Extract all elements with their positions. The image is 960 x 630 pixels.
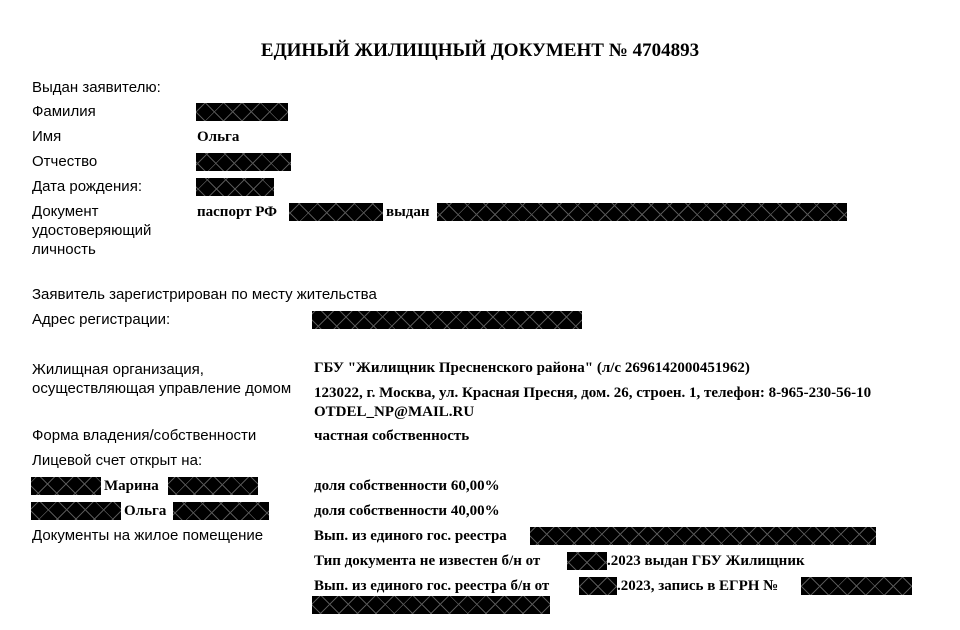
redacted-owner1-patronymic	[168, 477, 258, 495]
redacted-doc2-date	[567, 552, 607, 570]
housing-org-label-2: осуществляющая управление домом	[32, 380, 292, 397]
redacted-owner2-patronymic	[173, 502, 269, 520]
passport-prefix: паспорт РФ	[197, 204, 277, 220]
issued-to-label: Выдан заявителю:	[32, 79, 161, 96]
doc3-text-b: .2023, запись в ЕГРН №	[617, 578, 779, 594]
id-document-label-1: Документ	[32, 203, 99, 220]
name-value: Ольга	[197, 129, 240, 145]
org-email: OTDEL_NP@MAIL.RU	[314, 404, 475, 420]
surname-label: Фамилия	[32, 103, 96, 120]
ownership-form-value: частная собственность	[314, 428, 470, 444]
redacted-passport-issuer	[437, 203, 847, 221]
redacted-patronymic	[196, 153, 291, 171]
redacted-doc3-egrn-number	[801, 577, 912, 595]
housing-org-label-1: Жилищная организация,	[32, 361, 204, 378]
redacted-surname	[196, 103, 288, 121]
redacted-doc3-date	[579, 577, 617, 595]
org-name: ГБУ "Жилищник Пресненского района" (л/с 2696142000451962)	[314, 360, 750, 376]
birth-date-label: Дата рождения:	[32, 178, 142, 195]
redacted-address	[312, 311, 582, 329]
patronymic-label: Отчество	[32, 153, 98, 170]
document-title: ЕДИНЫЙ ЖИЛИЩНЫЙ ДОКУМЕНТ № 4704893	[260, 40, 700, 61]
redacted-doc3-egrn-continued	[312, 596, 550, 614]
owner2-name: Ольга	[124, 503, 167, 519]
id-document-label-2: удостоверяющий	[32, 222, 152, 239]
doc2-text-a: Тип документа не известен б/н от	[314, 553, 541, 569]
redacted-passport-number	[289, 203, 383, 221]
doc3-text-a: Вып. из единого гос. реестра б/н от	[314, 578, 550, 594]
owner1-name: Марина	[104, 478, 159, 494]
account-opened-label: Лицевой счет открыт на:	[32, 452, 203, 469]
registered-label: Заявитель зарегистрирован по месту жительства	[32, 286, 377, 303]
ownership-form-label: Форма владения/собственности	[32, 427, 257, 444]
org-address: 123022, г. Москва, ул. Красная Пресня, дом. 26, строен. 1, телефон: 8-965-230-56-10	[314, 385, 872, 401]
passport-issued: выдан	[386, 204, 430, 220]
redacted-owner1-surname	[31, 477, 101, 495]
documents-label: Документы на жилое помещение	[32, 527, 264, 544]
id-document-label-3: личность	[32, 241, 96, 258]
redacted-birth-date	[196, 178, 274, 196]
redacted-owner2-surname	[31, 502, 121, 520]
doc1-text: Вып. из единого гос. реестра	[314, 528, 507, 544]
address-label: Адрес регистрации:	[32, 311, 171, 328]
owner1-share: доля собственности 60,00%	[314, 478, 500, 494]
name-label: Имя	[32, 128, 62, 145]
redacted-doc1-number	[530, 527, 876, 545]
doc2-text-b: .2023 выдан ГБУ Жилищник	[607, 553, 805, 569]
owner2-share: доля собственности 40,00%	[314, 503, 500, 519]
